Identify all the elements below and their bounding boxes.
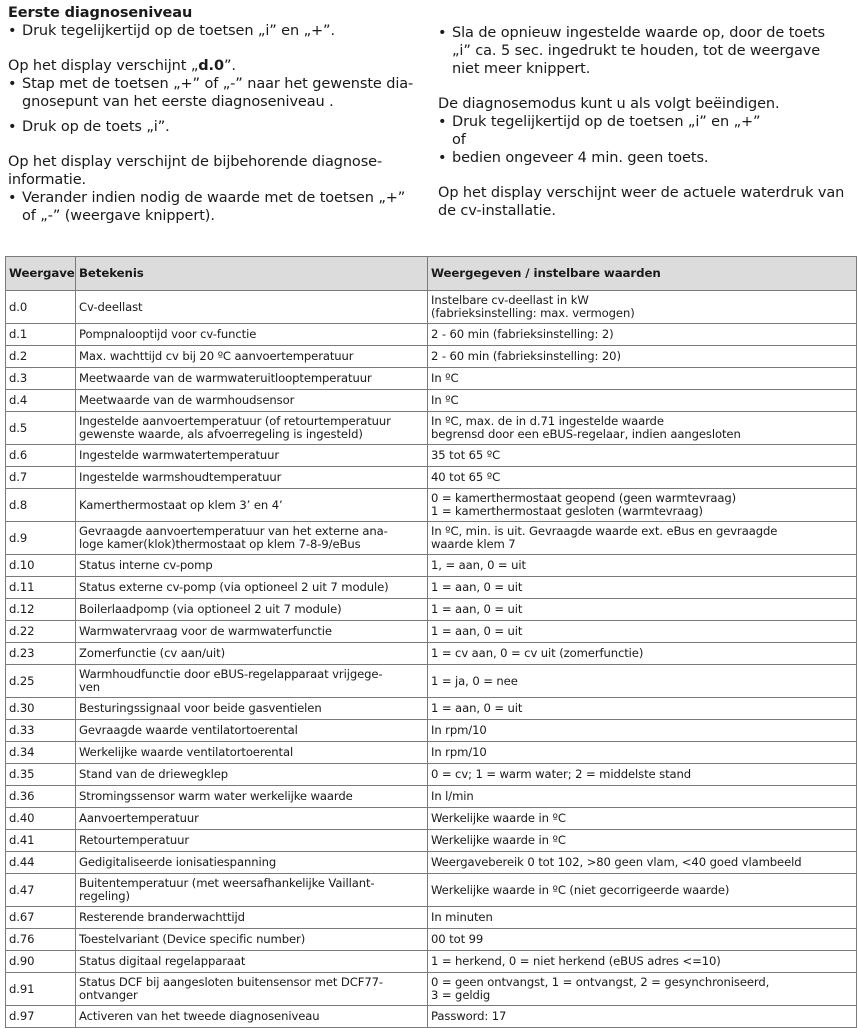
- cell-code: d.36: [6, 786, 76, 808]
- cell-values: [428, 764, 857, 786]
- display-note: Op het display verschijnt de bijbehorende diagnose- informatie.: [8, 154, 383, 188]
- cell-meaning: [76, 764, 428, 786]
- cell-values-line: In l/min: [431, 789, 474, 803]
- cell-values-line: 1 = aan, 0 = uit: [431, 580, 523, 594]
- table-body: [6, 291, 857, 1028]
- bullet-text: Stap met de toetsen „+” of „-” naar het gewenste dia- gnosepunt van het eerste diagnoseniveau .: [22, 76, 414, 110]
- cell-values-line: In ºC, max. de in d.71 ingestelde waarde: [431, 414, 664, 428]
- table-row: [6, 951, 857, 973]
- cell-code: d.91: [6, 973, 76, 1006]
- table-row: [6, 412, 857, 445]
- cell-values: [428, 555, 857, 577]
- cell-code: d.47: [6, 874, 76, 907]
- section-heading: Eerste diagnoseniveau: [8, 5, 193, 21]
- cell-code: d.35: [6, 764, 76, 786]
- bullet-icon: •: [438, 150, 447, 166]
- cell-values-line: Instelbare cv-deellast in kW: [431, 293, 589, 307]
- cell-values-line: Werkelijke waarde in ºC (niet gecorrigeerde waarde): [431, 882, 730, 897]
- cell-values: [428, 412, 857, 445]
- cell-code: d.10: [6, 555, 76, 577]
- cell-meaning-line: gewenste waarde, als afvoerregeling is ingesteld): [79, 427, 363, 441]
- instruction-bullet: [438, 149, 856, 167]
- end-diagnosis-intro: De diagnosemodus kunt u als volgt beëindigen.: [438, 96, 780, 112]
- cell-values-line: Weergavebereik 0 tot 102, >80 geen vlam, <40 goed vlambeeld: [431, 855, 802, 869]
- cell-code: d.11: [6, 577, 76, 599]
- or-text: of: [452, 132, 466, 148]
- cell-values-line: Werkelijke waarde in ºC: [431, 811, 566, 825]
- cell-code: d.34: [6, 742, 76, 764]
- cell-values: [428, 324, 857, 346]
- cell-meaning-line: Pompnalooptijd voor cv-functie: [79, 327, 257, 341]
- cell-values-line: In ºC, min. is uit. Gevraagde waarde ext. eBus en gevraagde: [431, 524, 778, 538]
- cell-code: d.5: [6, 412, 76, 445]
- bullet-icon: •: [8, 76, 17, 92]
- column-header-weergave: Weergave: [6, 257, 76, 291]
- cell-meaning-line: loge kamer(klok)thermostaat op klem 7-8-9/eBus: [79, 537, 361, 551]
- cell-meaning-line: Buitentemperatuur (met weersafhankelijke Vaillant-: [79, 876, 375, 890]
- cell-meaning-line: Meetwaarde van de warmwateruitlooptemperatuur: [79, 371, 372, 385]
- cell-meaning-line: Warmwatervraag voor de warmwaterfunctie: [79, 624, 332, 638]
- bullet-icon: •: [8, 23, 17, 39]
- cell-values-line: Werkelijke waarde in ºC: [431, 833, 566, 847]
- cell-code: d.67: [6, 907, 76, 929]
- cell-values: [428, 874, 857, 907]
- table-row: [6, 621, 857, 643]
- table-row: [6, 786, 857, 808]
- cell-meaning: [76, 874, 428, 907]
- cell-meaning: [76, 577, 428, 599]
- cell-meaning: [76, 786, 428, 808]
- cell-values: [428, 368, 857, 390]
- left-instructions: [8, 4, 423, 225]
- cell-values-line: 0 = geen ontvangst, 1 = ontvangst, 2 = gesynchroniseerd,: [431, 975, 770, 989]
- cell-code: d.12: [6, 599, 76, 621]
- cell-values-line: 1 = kamerthermostaat gesloten (warmtevraag): [431, 504, 703, 518]
- cell-meaning-line: Status externe cv-pomp (via optioneel 2 uit 7 module): [79, 580, 389, 594]
- bullet-text: Druk op de toets „i”.: [22, 119, 170, 135]
- bullet-text: Druk tegelijkertijd op de toetsen „i” en „+”: [452, 114, 761, 130]
- cell-meaning-line: Stromingssensor warm water werkelijke waarde: [79, 789, 353, 803]
- cell-meaning-line: Stand van de driewegklep: [79, 767, 229, 781]
- cell-values-line: 1 = herkend, 0 = niet herkend (eBUS adres <=10): [431, 954, 721, 968]
- cell-code: d.25: [6, 665, 76, 698]
- cell-values-line: In rpm/10: [431, 723, 487, 737]
- table-row: [6, 489, 857, 522]
- cell-meaning: [76, 621, 428, 643]
- table-row: [6, 643, 857, 665]
- cell-code: d.3: [6, 368, 76, 390]
- cell-meaning-line: Status digitaal regelapparaat: [79, 954, 246, 968]
- cell-meaning-line: Ingestelde warmshoudtemperatuur: [79, 470, 282, 484]
- bullet-icon: •: [438, 114, 447, 130]
- cell-values: [428, 907, 857, 929]
- cell-values: [428, 786, 857, 808]
- cell-meaning-line: Zomerfunctie (cv aan/uit): [79, 646, 226, 660]
- cell-values: [428, 577, 857, 599]
- bullet-text: Verander indien nodig de waarde met de toetsen „+” of „-” (weergave knippert).: [22, 190, 406, 224]
- cell-meaning: [76, 467, 428, 489]
- cell-values: [428, 830, 857, 852]
- cell-meaning-line: Status DCF bij aangesloten buitensensor met DCF77-: [79, 975, 383, 989]
- cell-values: [428, 346, 857, 368]
- cell-code: d.33: [6, 720, 76, 742]
- cell-meaning: [76, 698, 428, 720]
- cell-values-line: In rpm/10: [431, 745, 487, 759]
- cell-values-line: 1 = ja, 0 = nee: [431, 673, 518, 688]
- cell-values-line: begrensd door een eBUS-regelaar, indien aangesloten: [431, 427, 741, 441]
- cell-meaning: [76, 291, 428, 324]
- cell-code: d.30: [6, 698, 76, 720]
- cell-values: [428, 1006, 857, 1028]
- cell-values-line: 35 tot 65 ºC: [431, 448, 501, 462]
- cell-code: d.23: [6, 643, 76, 665]
- diagnosis-table: [5, 256, 857, 1028]
- instruction-bullet: [8, 189, 423, 225]
- cell-meaning: [76, 720, 428, 742]
- cell-meaning-line: Toestelvariant (Device specific number): [79, 932, 306, 946]
- bullet-text: Sla de opnieuw ingestelde waarde op, door de toets „i” ca. 5 sec. ingedrukt te houden, tot de weergave niet meer knippert.: [452, 25, 825, 77]
- cell-code: d.1: [6, 324, 76, 346]
- table-row: [6, 742, 857, 764]
- table-row: [6, 973, 857, 1006]
- cell-meaning: [76, 808, 428, 830]
- cell-values-line: 1 = aan, 0 = uit: [431, 701, 523, 715]
- instruction-bullet: [8, 22, 423, 40]
- cell-meaning: [76, 390, 428, 412]
- cell-meaning: [76, 852, 428, 874]
- cell-meaning: [76, 929, 428, 951]
- table-header-row: [6, 257, 857, 291]
- table-row: [6, 368, 857, 390]
- cell-values-line: 00 tot 99: [431, 932, 484, 946]
- cell-meaning-line: Retourtemperatuur: [79, 833, 190, 847]
- cell-values-line: 1, = aan, 0 = uit: [431, 558, 526, 572]
- table-row: [6, 1006, 857, 1028]
- table-row: [6, 764, 857, 786]
- instruction-bullet: [8, 75, 423, 111]
- cell-values-line: 40 tot 65 ºC: [431, 470, 501, 484]
- cell-meaning-line: Besturingssignaal voor beide gasventielen: [79, 701, 322, 715]
- cell-meaning-line: Ingestelde warmwatertemperatuur: [79, 448, 280, 462]
- cell-meaning-line: Cv-deellast: [79, 299, 143, 314]
- cell-code: d.0: [6, 291, 76, 324]
- cell-meaning: [76, 555, 428, 577]
- cell-meaning: [76, 951, 428, 973]
- table-row: [6, 555, 857, 577]
- cell-meaning-line: ven: [79, 680, 101, 694]
- cell-values-line: In minuten: [431, 910, 493, 924]
- column-header-betekenis: Betekenis: [76, 257, 428, 291]
- cell-values: [428, 951, 857, 973]
- cell-values: [428, 929, 857, 951]
- cell-values: [428, 522, 857, 555]
- cell-meaning-line: Gevraagde aanvoertemperatuur van het externe ana-: [79, 524, 388, 538]
- cell-code: d.40: [6, 808, 76, 830]
- cell-meaning: [76, 522, 428, 555]
- cell-meaning: [76, 907, 428, 929]
- cell-values: [428, 973, 857, 1006]
- cell-values-line: 2 - 60 min (fabrieksinstelling: 20): [431, 349, 621, 363]
- cell-meaning-line: Gevraagde waarde ventilatortoerental: [79, 723, 298, 737]
- table-row: [6, 830, 857, 852]
- display-code: d.0: [198, 58, 224, 74]
- table-row: [6, 599, 857, 621]
- cell-values-line: In ºC: [431, 371, 459, 385]
- cell-values-line: 1 = aan, 0 = uit: [431, 602, 523, 616]
- cell-values: [428, 852, 857, 874]
- cell-values-line: 0 = cv; 1 = warm water; 2 = middelste stand: [431, 767, 692, 781]
- cell-code: d.6: [6, 445, 76, 467]
- cell-meaning: [76, 489, 428, 522]
- cell-values: [428, 621, 857, 643]
- cell-meaning: [76, 324, 428, 346]
- table-row: [6, 346, 857, 368]
- cell-values: [428, 467, 857, 489]
- cell-code: d.22: [6, 621, 76, 643]
- cell-meaning: [76, 445, 428, 467]
- cell-meaning-line: Gedigitaliseerde ionisatiespanning: [79, 855, 277, 869]
- cell-meaning-line: Boilerlaadpomp (via optioneel 2 uit 7 module): [79, 602, 342, 616]
- table-row: [6, 522, 857, 555]
- table-row: [6, 698, 857, 720]
- table-row: [6, 720, 857, 742]
- cell-meaning-line: Ingestelde aanvoertemperatuur (of retourtemperatuur: [79, 414, 391, 428]
- cell-meaning-line: Kamerthermostaat op klem 3’ en 4’: [79, 497, 283, 512]
- cell-meaning-line: Resterende branderwachttijd: [79, 910, 245, 924]
- instruction-bullet: [438, 113, 856, 131]
- cell-values-line: 1 = aan, 0 = uit: [431, 624, 523, 638]
- table-row: [6, 577, 857, 599]
- display-note: Op het display verschijnt „d.0”.: [8, 58, 236, 74]
- bullet-text: bedien ongeveer 4 min. geen toets.: [452, 150, 709, 166]
- cell-values: [428, 720, 857, 742]
- cell-meaning-line: ontvanger: [79, 988, 138, 1002]
- cell-code: d.7: [6, 467, 76, 489]
- cell-code: d.97: [6, 1006, 76, 1028]
- cell-values: [428, 599, 857, 621]
- cell-code: d.90: [6, 951, 76, 973]
- column-header-waarden: Weergegeven / instelbare waarden: [428, 257, 857, 291]
- cell-meaning-line: Max. wachttijd cv bij 20 ºC aanvoertemperatuur: [79, 349, 354, 363]
- cell-code: d.2: [6, 346, 76, 368]
- cell-values-line: Password: 17: [431, 1009, 507, 1023]
- cell-values: [428, 489, 857, 522]
- instruction-bullet: [438, 24, 856, 78]
- cell-meaning: [76, 368, 428, 390]
- table-row: [6, 907, 857, 929]
- cell-meaning: [76, 346, 428, 368]
- cell-meaning-line: Aanvoertemperatuur: [79, 811, 199, 825]
- cell-meaning: [76, 643, 428, 665]
- cell-values-line: 1 = cv aan, 0 = cv uit (zomerfunctie): [431, 646, 644, 660]
- cell-meaning-line: Werkelijke waarde ventilatortoerental: [79, 745, 294, 759]
- table-row: [6, 324, 857, 346]
- cell-meaning-line: Status interne cv-pomp: [79, 558, 213, 572]
- cell-values-line: 0 = kamerthermostaat geopend (geen warmtevraag): [431, 491, 737, 505]
- cell-values: [428, 445, 857, 467]
- cell-values-line: waarde klem 7: [431, 537, 516, 551]
- bullet-icon: •: [8, 119, 17, 135]
- final-note: Op het display verschijnt weer de actuele waterdruk van de cv-installatie.: [438, 185, 845, 219]
- cell-values: [428, 665, 857, 698]
- right-instructions: [438, 24, 856, 220]
- table-row: [6, 929, 857, 951]
- cell-meaning: [76, 830, 428, 852]
- cell-values: [428, 643, 857, 665]
- cell-meaning: [76, 973, 428, 1006]
- cell-values: [428, 742, 857, 764]
- cell-meaning-line: Meetwaarde van de warmhoudsensor: [79, 393, 295, 407]
- bullet-icon: •: [438, 25, 447, 41]
- cell-values: [428, 291, 857, 324]
- table-row: [6, 665, 857, 698]
- cell-code: d.4: [6, 390, 76, 412]
- cell-meaning: [76, 599, 428, 621]
- cell-code: d.41: [6, 830, 76, 852]
- table-row: [6, 808, 857, 830]
- cell-values: [428, 808, 857, 830]
- cell-meaning: [76, 412, 428, 445]
- cell-meaning: [76, 742, 428, 764]
- bullet-icon: •: [8, 190, 17, 206]
- table-row: [6, 445, 857, 467]
- cell-values: [428, 698, 857, 720]
- cell-values: [428, 390, 857, 412]
- table-row: [6, 390, 857, 412]
- cell-code: d.76: [6, 929, 76, 951]
- cell-meaning: [76, 665, 428, 698]
- table-row: [6, 874, 857, 907]
- cell-meaning-line: Activeren van het tweede diagnoseniveau: [79, 1009, 320, 1023]
- table-row: [6, 852, 857, 874]
- cell-code: d.8: [6, 489, 76, 522]
- cell-values-line: In ºC: [431, 393, 459, 407]
- cell-values-line: (fabrieksinstelling: max. vermogen): [431, 306, 635, 320]
- cell-values-line: 2 - 60 min (fabrieksinstelling: 2): [431, 327, 614, 341]
- cell-meaning-line: regeling): [79, 889, 130, 903]
- instruction-bullet: [8, 118, 423, 136]
- table-row: [6, 467, 857, 489]
- table-row: [6, 291, 857, 324]
- bullet-text: Druk tegelijkertijd op de toetsen „i” en „+”.: [22, 23, 335, 39]
- cell-code: d.44: [6, 852, 76, 874]
- cell-meaning-line: Warmhoudfunctie door eBUS-regelapparaat vrijgege-: [79, 667, 383, 681]
- cell-values-line: 3 = geldig: [431, 988, 491, 1002]
- cell-meaning: [76, 1006, 428, 1028]
- cell-code: d.9: [6, 522, 76, 555]
